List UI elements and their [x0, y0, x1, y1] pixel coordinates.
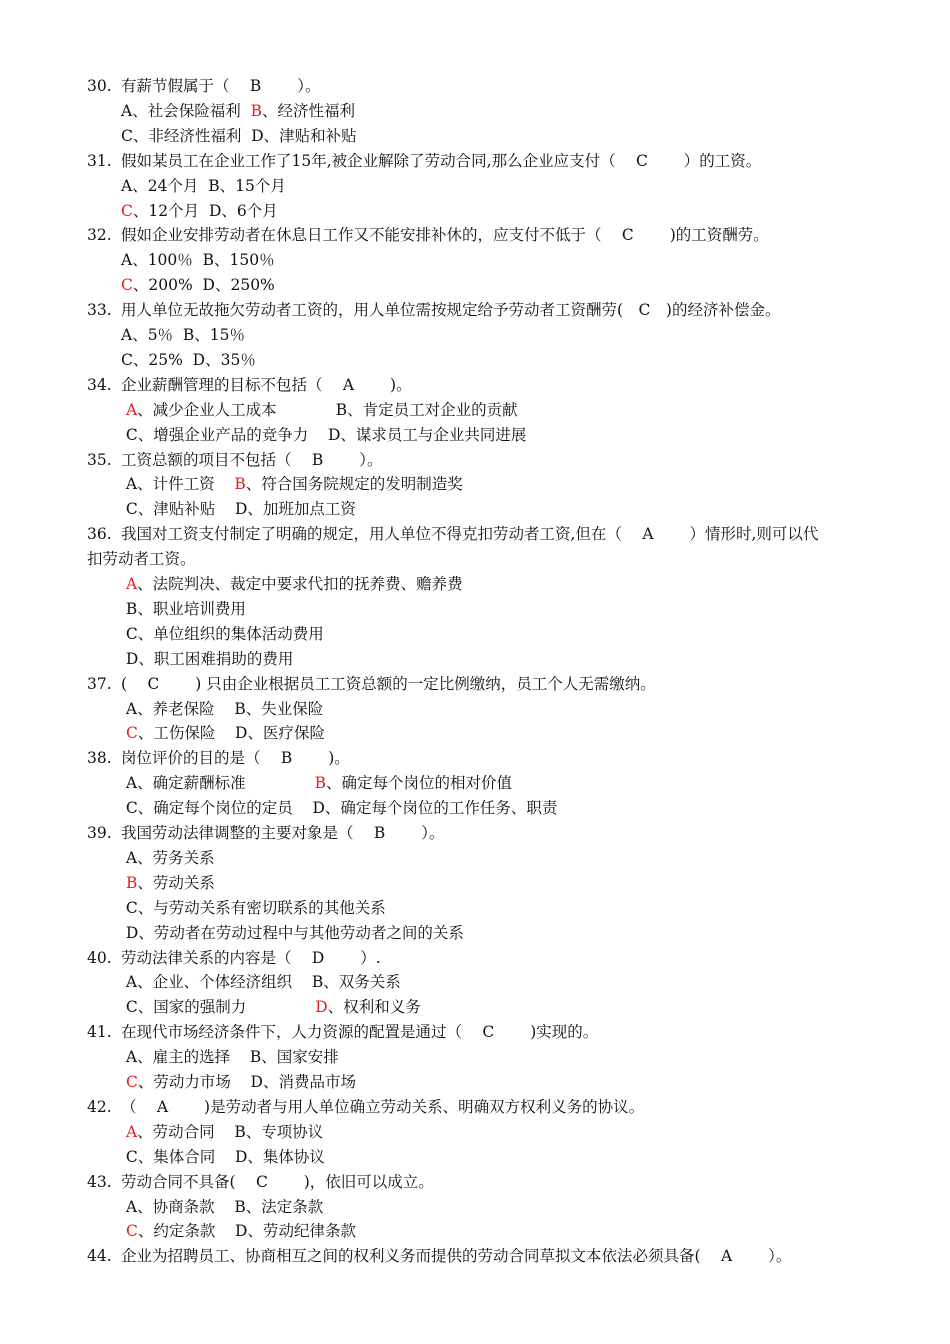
question-number: 39. [87, 824, 112, 842]
question-number: 34. [87, 375, 112, 394]
question-stem: 我国劳动法律调整的主要对象是（ B ）。 [121, 824, 445, 842]
answer-letter: C [125, 724, 138, 743]
option-segment: D、职工困难捐助的费用 [121, 649, 294, 668]
question-stem: 用人单位无故拖欠劳动者工资的，用人单位需按规定给予劳动者工资酬劳( C )的经济补偿金。 [121, 301, 781, 320]
option-segment: 、确定每个岗位的相对价值 [326, 774, 513, 793]
question-stem: 劳动法律关系的内容是（ D ）. [121, 948, 381, 967]
answer-letter: C [125, 1073, 138, 1091]
option-segment: C、增强企业产品的竞争力 D、谋求员工与企业共同进展 [121, 425, 527, 444]
option-text [121, 598, 246, 620]
answer-letter: B [125, 873, 138, 892]
option-text [121, 399, 518, 421]
option-segment: C、津贴补贴 D、加班加点工资 [121, 500, 356, 519]
answer-letter: A [125, 400, 138, 419]
option-segment: B、职业培训费用 [121, 599, 246, 618]
option-segment: 、法院判决、裁定中要求代扣的抚养费、赡养费 [137, 575, 463, 593]
option-text [121, 847, 215, 869]
option-segment: D、劳动者在劳动过程中与其他劳动者之间的关系 [121, 923, 464, 942]
question-number: 33. [87, 301, 112, 320]
option-segment: 、劳动合同 B、专项协议 [137, 1122, 324, 1141]
question-number: 43. [87, 1172, 112, 1191]
option-segment: A、5％ B、15％ [121, 326, 246, 344]
answer-letter: C [121, 276, 133, 295]
question-number: 35. [87, 450, 112, 469]
option-segment: 、劳动关系 [137, 873, 215, 892]
option-text [121, 971, 401, 993]
option-text [121, 1046, 339, 1068]
option-text [121, 1220, 356, 1242]
option-segment: 、减少企业人工成本 B、肯定员工对企业的贡献 [137, 400, 518, 419]
question-number: 36. [87, 525, 112, 544]
option-segment: C、与劳动关系有密切联系的其他关系 [121, 898, 386, 917]
option-text [121, 623, 324, 645]
answer-letter: D [315, 998, 328, 1017]
option-text [121, 125, 357, 147]
option-text [121, 324, 245, 346]
answer-letter: B [234, 475, 246, 494]
option-segment: 、劳动力市场 D、消费品市场 [137, 1073, 356, 1091]
option-segment: C、确定每个岗位的定员 D、确定每个岗位的工作任务、职责 [121, 799, 558, 818]
option-text [121, 897, 386, 919]
option-segment: A、100％ B、150％ [121, 251, 275, 270]
option-segment: A、企业、个体经济组织 B、双务关系 [121, 973, 401, 992]
option-segment: A、计件工资 [121, 475, 235, 494]
option-text [121, 648, 293, 670]
question-stem: 企业薪酬管理的目标不包括（ A )。 [121, 375, 412, 394]
option-segment: C、国家的强制力 [121, 998, 316, 1017]
option-text [121, 698, 323, 720]
question-number: 40. [87, 948, 112, 967]
answer-letter: C [125, 1222, 138, 1241]
option-segment: A、确定薪酬标准 [121, 774, 315, 793]
option-segment: A、24个月 B、15个月 [121, 176, 286, 195]
option-text [121, 1121, 323, 1143]
question-stem: 岗位评价的目的是（ B )。 [121, 749, 350, 768]
option-text [121, 1146, 325, 1168]
option-segment: 、200% D、250% [132, 276, 275, 295]
option-text [121, 200, 278, 222]
option-segment: A、养老保险 B、失业保险 [121, 699, 324, 718]
option-text [121, 872, 215, 894]
option-text [121, 473, 463, 495]
question-number: 30. [87, 77, 112, 95]
option-text [121, 100, 355, 122]
answer-letter: A [125, 1122, 138, 1141]
question-stem: （ A )是劳动者与用人单位确立劳动关系、明确双方权利义务的协议。 [121, 1097, 645, 1116]
option-segment: 、约定条款 D、劳动纪律条款 [137, 1222, 356, 1241]
question-stem: ( C ) 只由企业根据员工工资总额的一定比例缴纳，员工个人无需缴纳。 [121, 674, 656, 693]
question-number: 37. [87, 674, 112, 693]
option-text [121, 249, 275, 271]
question-stem: 有薪节假属于（ B ）。 [121, 77, 321, 95]
answer-letter: C [121, 201, 133, 220]
option-segment: A、社会保险福利 [121, 101, 251, 120]
option-segment: 、符合国务院规定的发明制造奖 [245, 475, 463, 494]
option-text [121, 274, 275, 296]
option-text [121, 573, 463, 595]
question-number: 42. [87, 1097, 112, 1116]
question-stem: 企业为招聘员工、协商相互之间的权利义务而提供的劳动合同草拟文本依法必须具备( A ）。 [121, 1247, 792, 1266]
answer-letter: B [250, 101, 262, 120]
option-segment: C、25% D、35％ [121, 350, 256, 369]
question-number: 38. [87, 749, 112, 768]
question-stem-line2: 扣劳动者工资。 [87, 550, 196, 569]
question-stem: 假如某员工在企业工作了15年,被企业解除了劳动合同,那么企业应支付（ C ）的工资。 [121, 151, 762, 170]
option-text [121, 498, 356, 520]
option-segment: C、非经济性福利 D、津贴和补贴 [121, 126, 357, 145]
question-number: 41. [87, 1023, 112, 1042]
option-text [121, 772, 512, 794]
option-segment: C、单位组织的集体活动费用 [121, 624, 324, 643]
question-number: 32. [87, 226, 112, 245]
option-segment: 、权利和义务 [327, 998, 421, 1017]
option-text [121, 349, 256, 371]
option-text [121, 922, 464, 944]
answer-letter: A [125, 575, 138, 593]
option-text [121, 797, 557, 819]
option-text [121, 722, 325, 744]
option-segment: A、雇主的选择 B、国家安排 [121, 1048, 339, 1067]
option-segment: 、工伤保险 D、医疗保险 [137, 724, 325, 743]
option-segment: A、协商条款 B、法定条款 [121, 1197, 324, 1216]
question-number: 44. [87, 1247, 112, 1266]
question-stem: 工资总额的项目不包括（ B ）。 [121, 450, 383, 469]
answer-letter: B [314, 774, 326, 793]
option-text [121, 1196, 323, 1218]
question-stem: 假如企业安排劳动者在休息日工作又不能安排补休的，应支付不低于（ C )的工资酬劳。 [121, 226, 769, 245]
option-text [121, 1071, 356, 1093]
option-segment: 、12个月 D、6个月 [132, 201, 278, 220]
option-text [121, 175, 286, 197]
option-text [121, 424, 526, 446]
question-number: 31. [87, 151, 112, 170]
option-segment: C、集体合同 D、集体协议 [121, 1147, 325, 1166]
option-segment: A、劳务关系 [121, 848, 215, 867]
option-segment: 、经济性福利 [261, 101, 355, 120]
question-stem: 劳动合同不具备( C )，依旧可以成立。 [121, 1172, 434, 1191]
question-stem: 我国对工资支付制定了明确的规定，用人单位不得克扣劳动者工资,但在（ A ）情形时,则可以代 [121, 525, 819, 544]
option-text [121, 996, 421, 1018]
question-stem: 在现代市场经济条件下，人力资源的配置是通过（ C )实现的。 [121, 1023, 599, 1042]
